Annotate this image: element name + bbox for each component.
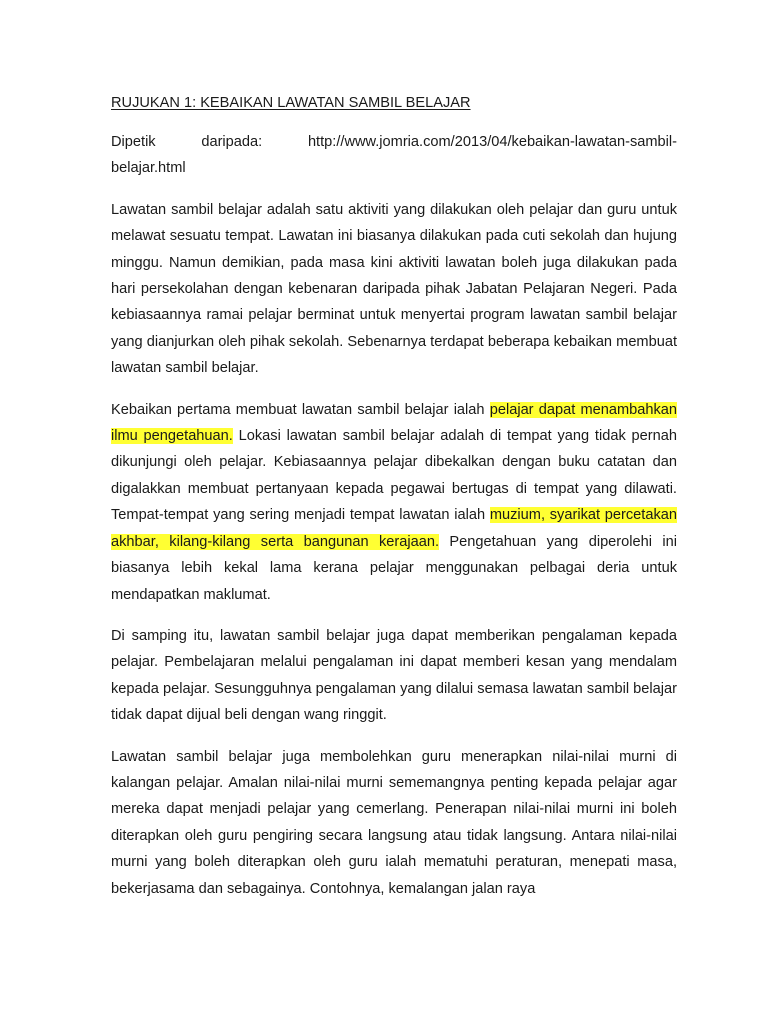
paragraph-2-text-c: Pengetahuan yang diperolehi ini biasanya lebih kekal lama kerana pelajar menggunakan pelbagai deria untuk mendapatkan maklumat. bbox=[111, 533, 677, 603]
document-body bbox=[111, 92, 677, 917]
source-line-2 bbox=[111, 155, 677, 181]
source-line-1 bbox=[111, 129, 677, 155]
source-label-word2: daripada: bbox=[201, 134, 263, 150]
highlight-1: pelajar dapat menambahkan ilmu pengetahuan. bbox=[111, 401, 677, 445]
source-label-word1: Dipetik bbox=[111, 134, 156, 150]
highlight-2: muzium, syarikat percetakan akhbar, kilang-kilang serta bangunan kerajaan. bbox=[111, 507, 677, 550]
paragraph-2-text-b: Lokasi lawatan sambil belajar adalah di tempat yang tidak pernah dikunjungi oleh pelajar. Kebiasaannya pelajar dibekalkan dengan buku catatan dan digalakkan membuat pertanyaan kepada pegawai bertugas di tempat yang dilawati. Tempat-tempat yang sering menjadi tempat lawatan ialah bbox=[111, 428, 677, 524]
paragraph-2 bbox=[111, 397, 677, 608]
paragraph-2-text-a: Kebaikan pertama membuat lawatan sambil belajar ialah bbox=[111, 401, 490, 418]
paragraph-4: Lawatan sambil belajar juga membolehkan guru menerapkan nilai-nilai murni di kalangan pelajar. Amalan nilai-nilai murni sememangnya penting kepada pelajar agar mereka dapat menjadi pelajar yang cemerlang. Penerapan nilai-nilai murni ini boleh diterapkan oleh guru pengiring secara langsung atau tidak langsung. Antara nilai-nilai murni yang boleh diterapkan oleh guru ialah mematuhi peraturan, menepati masa, bekerjasama dan sebagainya. Contohnya, kemalangan jalan raya bbox=[111, 748, 677, 897]
source-citation bbox=[111, 129, 677, 182]
source-url-part1: http://www.jomria.com/2013/04/kebaikan-lawatan-sambil- bbox=[307, 134, 677, 150]
source-url-part2: belajar.html bbox=[111, 160, 186, 177]
document-heading: RUJUKAN 1: KEBAIKAN LAWATAN SAMBIL BELAJAR bbox=[111, 95, 471, 111]
paragraph-1: Lawatan sambil belajar adalah satu aktiviti yang dilakukan oleh pelajar dan guru untuk melawat sesuatu tempat. Lawatan ini biasanya dilakukan pada cuti sekolah dan hujung minggu. Namun demikian, pada masa kini aktiviti lawatan boleh juga dilakukan pada hari persekolahan dengan kebenaran daripada pihak Jabatan Pelajaran Negeri. Pada kebiasaannya ramai pelajar berminat untuk menyertai program lawatan sambil belajar yang dianjurkan oleh pihak sekolah. Sebenarnya terdapat beberapa kebaikan membuat lawatan sambil belajar. bbox=[111, 201, 677, 377]
paragraph-3: Di samping itu, lawatan sambil belajar juga dapat memberikan pengalaman kepada pelajar. Pembelajaran melalui pengalaman ini dapat memberi kesan yang mendalam kepada pelajar. Sesungguhnya pengalaman yang dilalui semasa lawatan sambil belajar tidak dapat dijual beli dengan wang ringgit. bbox=[111, 627, 677, 724]
